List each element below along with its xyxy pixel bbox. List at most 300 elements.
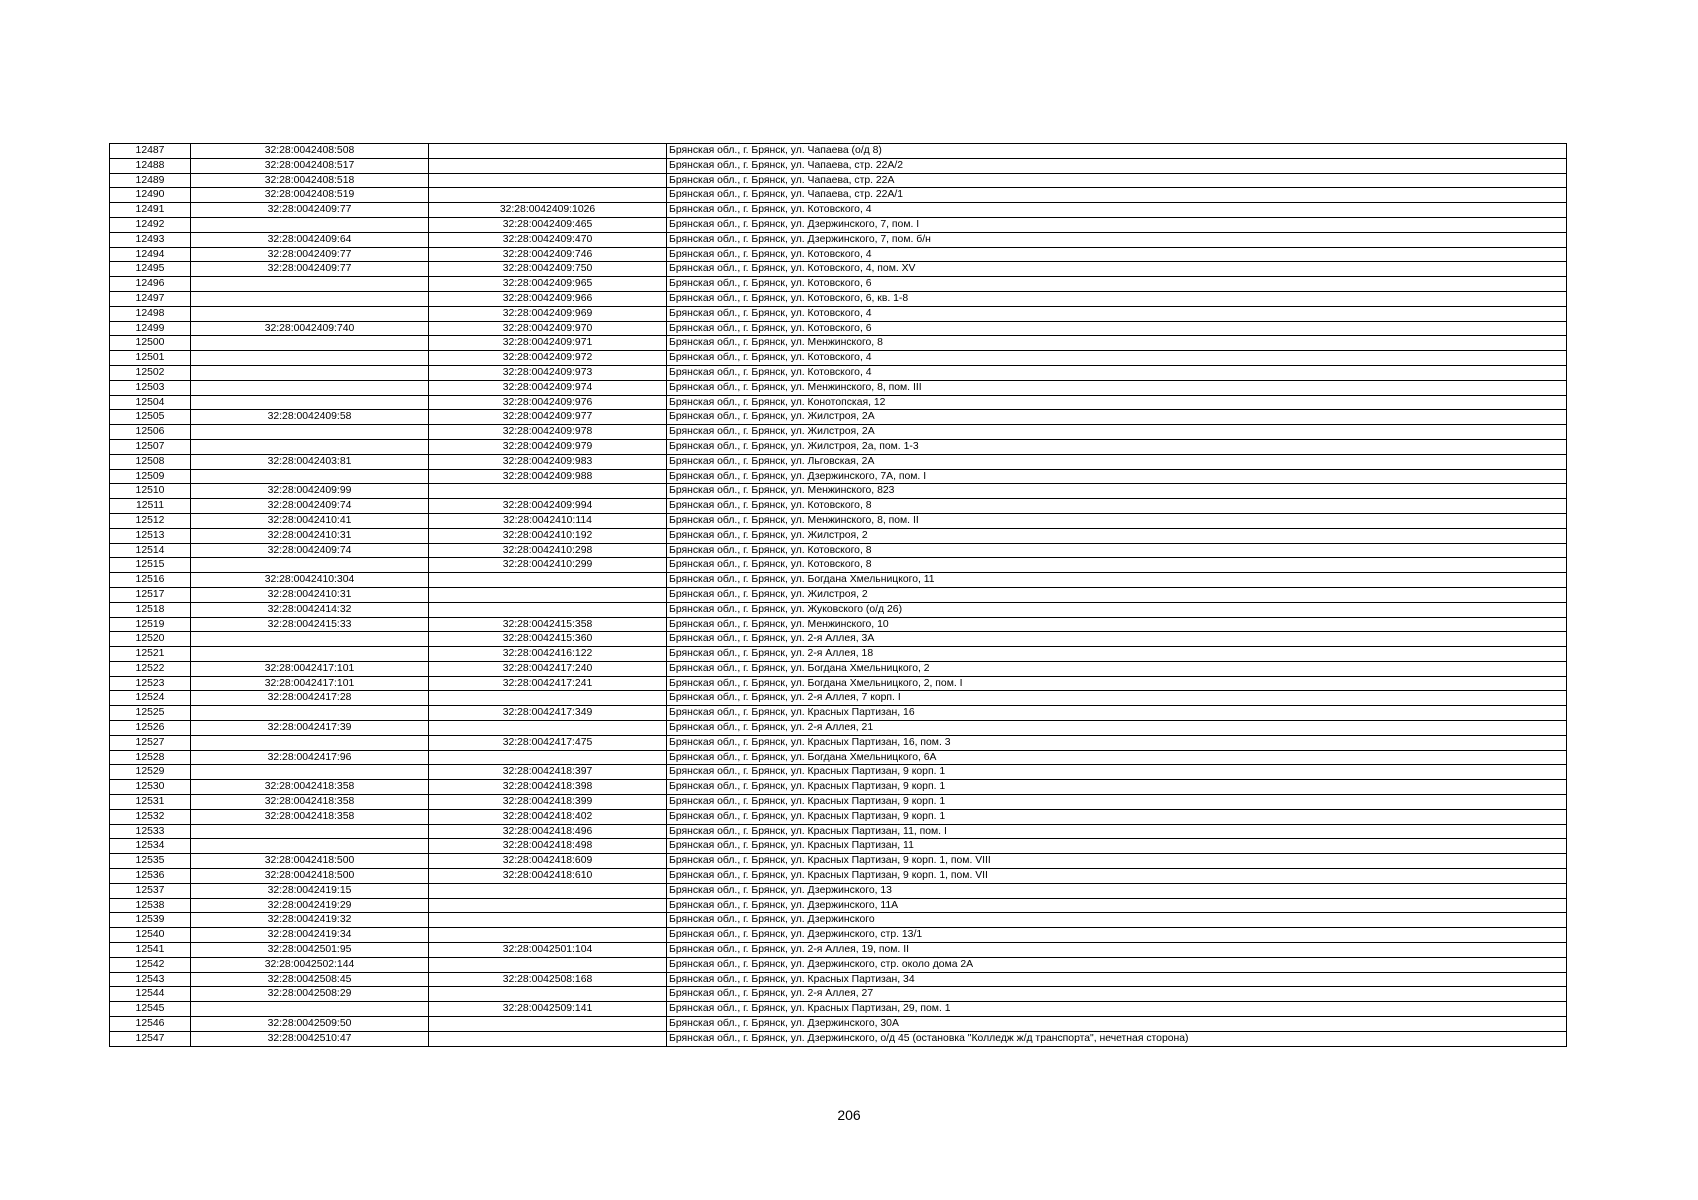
- row-number-cell: 12546: [110, 1017, 191, 1032]
- address-cell: Брянская обл., г. Брянск, ул. Менжинского, 10: [667, 617, 1567, 632]
- row-number-cell: 12534: [110, 839, 191, 854]
- object-cadastral-number-cell: 32:28:0042409:970: [429, 321, 667, 336]
- table-row: [110, 706, 1567, 721]
- parcel-cadastral-number-cell: 32:28:0042510:47: [191, 1031, 429, 1046]
- object-cadastral-number-cell: 32:28:0042418:398: [429, 780, 667, 795]
- object-cadastral-number-cell: 32:28:0042417:475: [429, 735, 667, 750]
- object-cadastral-number-cell: 32:28:0042409:988: [429, 469, 667, 484]
- parcel-cadastral-number-cell: 32:28:0042408:517: [191, 158, 429, 173]
- row-number-cell: 12489: [110, 173, 191, 188]
- object-cadastral-number-cell: 32:28:0042409:973: [429, 365, 667, 380]
- row-number-cell: 12521: [110, 647, 191, 662]
- table-row: [110, 321, 1567, 336]
- table-row: [110, 395, 1567, 410]
- object-cadastral-number-cell: [429, 691, 667, 706]
- table-row: [110, 928, 1567, 943]
- address-cell: Брянская обл., г. Брянск, ул. Менжинского, 823: [667, 484, 1567, 499]
- table-row: [110, 217, 1567, 232]
- address-cell: Брянская обл., г. Брянск, ул. Красных Партизан, 9 корп. 1: [667, 765, 1567, 780]
- table-row: [110, 898, 1567, 913]
- address-cell: Брянская обл., г. Брянск, ул. Чапаева, стр. 22А: [667, 173, 1567, 188]
- page-number: 206: [837, 1107, 861, 1123]
- row-number-cell: 12512: [110, 513, 191, 528]
- object-cadastral-number-cell: 32:28:0042409:1026: [429, 203, 667, 218]
- row-number-cell: 12516: [110, 573, 191, 588]
- object-cadastral-number-cell: [429, 957, 667, 972]
- address-cell: Брянская обл., г. Брянск, ул. Котовского, 6, кв. 1-8: [667, 291, 1567, 306]
- parcel-cadastral-number-cell: [191, 839, 429, 854]
- row-number-cell: 12539: [110, 913, 191, 928]
- parcel-cadastral-number-cell: [191, 277, 429, 292]
- parcel-cadastral-number-cell: 32:28:0042417:101: [191, 661, 429, 676]
- parcel-cadastral-number-cell: 32:28:0042410:31: [191, 528, 429, 543]
- parcel-cadastral-number-cell: [191, 765, 429, 780]
- table-row: [110, 839, 1567, 854]
- object-cadastral-number-cell: [429, 587, 667, 602]
- table-row: [110, 869, 1567, 884]
- parcel-cadastral-number-cell: 32:28:0042409:740: [191, 321, 429, 336]
- object-cadastral-number-cell: [429, 750, 667, 765]
- row-number-cell: 12536: [110, 869, 191, 884]
- parcel-cadastral-number-cell: 32:28:0042418:358: [191, 780, 429, 795]
- table-row: [110, 425, 1567, 440]
- address-cell: Брянская обл., г. Брянск, ул. Котовского, 4: [667, 365, 1567, 380]
- address-cell: Брянская обл., г. Брянск, ул. Менжинского, 8, пом. III: [667, 380, 1567, 395]
- row-number-cell: 12530: [110, 780, 191, 795]
- parcel-cadastral-number-cell: 32:28:0042409:77: [191, 247, 429, 262]
- table-row: [110, 262, 1567, 277]
- address-cell: Брянская обл., г. Брянск, ул. Дзержинского, 7, пом. I: [667, 217, 1567, 232]
- row-number-cell: 12502: [110, 365, 191, 380]
- parcel-cadastral-number-cell: 32:28:0042409:74: [191, 543, 429, 558]
- address-cell: Брянская обл., г. Брянск, ул. Дзержинского, 11А: [667, 898, 1567, 913]
- address-cell: Брянская обл., г. Брянск, ул. Чапаева (о/д 8): [667, 144, 1567, 159]
- row-number-cell: 12518: [110, 602, 191, 617]
- object-cadastral-number-cell: 32:28:0042409:965: [429, 277, 667, 292]
- object-cadastral-number-cell: [429, 1017, 667, 1032]
- address-cell: Брянская обл., г. Брянск, ул. Чапаева, стр. 22А/2: [667, 158, 1567, 173]
- parcel-cadastral-number-cell: 32:28:0042419:32: [191, 913, 429, 928]
- row-number-cell: 12505: [110, 410, 191, 425]
- address-cell: Брянская обл., г. Брянск, ул. Красных Партизан, 16: [667, 706, 1567, 721]
- object-cadastral-number-cell: [429, 898, 667, 913]
- object-cadastral-number-cell: [429, 158, 667, 173]
- address-cell: Брянская обл., г. Брянск, ул. Богдана Хмельницкого, 11: [667, 573, 1567, 588]
- row-number-cell: 12535: [110, 854, 191, 869]
- row-number-cell: 12538: [110, 898, 191, 913]
- object-cadastral-number-cell: 32:28:0042418:609: [429, 854, 667, 869]
- address-cell: Брянская обл., г. Брянск, ул. Богдана Хмельницкого, 2, пом. I: [667, 676, 1567, 691]
- table-row: [110, 795, 1567, 810]
- table-row: [110, 587, 1567, 602]
- table-row: [110, 291, 1567, 306]
- address-cell: Брянская обл., г. Брянск, ул. Красных Партизан, 9 корп. 1: [667, 780, 1567, 795]
- parcel-cadastral-number-cell: 32:28:0042508:29: [191, 987, 429, 1002]
- row-number-cell: 12520: [110, 632, 191, 647]
- parcel-cadastral-number-cell: [191, 351, 429, 366]
- table-row: [110, 617, 1567, 632]
- table-row: [110, 499, 1567, 514]
- parcel-cadastral-number-cell: 32:28:0042408:518: [191, 173, 429, 188]
- parcel-cadastral-number-cell: 32:28:0042419:15: [191, 883, 429, 898]
- table-row: [110, 809, 1567, 824]
- object-cadastral-number-cell: 32:28:0042409:974: [429, 380, 667, 395]
- object-cadastral-number-cell: [429, 144, 667, 159]
- address-cell: Брянская обл., г. Брянск, ул. Дзержинского, о/д 45 (остановка "Колледж ж/д транспорта", нечетная сторона): [667, 1031, 1567, 1046]
- row-number-cell: 12514: [110, 543, 191, 558]
- parcel-cadastral-number-cell: [191, 306, 429, 321]
- table-row: [110, 1002, 1567, 1017]
- object-cadastral-number-cell: 32:28:0042409:972: [429, 351, 667, 366]
- row-number-cell: 12524: [110, 691, 191, 706]
- address-cell: Брянская обл., г. Брянск, ул. Жилстроя, 2а, пом. 1-3: [667, 439, 1567, 454]
- object-cadastral-number-cell: 32:28:0042418:496: [429, 824, 667, 839]
- row-number-cell: 12488: [110, 158, 191, 173]
- address-cell: Брянская обл., г. Брянск, ул. Котовского, 8: [667, 499, 1567, 514]
- address-cell: Брянская обл., г. Брянск, ул. Дзержинского, стр. около дома 2А: [667, 957, 1567, 972]
- table-row: [110, 351, 1567, 366]
- object-cadastral-number-cell: 32:28:0042416:122: [429, 647, 667, 662]
- address-cell: Брянская обл., г. Брянск, ул. Жилстроя, 2: [667, 587, 1567, 602]
- object-cadastral-number-cell: 32:28:0042409:979: [429, 439, 667, 454]
- parcel-cadastral-number-cell: 32:28:0042418:358: [191, 795, 429, 810]
- address-cell: Брянская обл., г. Брянск, ул. Котовского, 4: [667, 247, 1567, 262]
- table-row: [110, 721, 1567, 736]
- address-cell: Брянская обл., г. Брянск, ул. 2-я Аллея, 7 корп. I: [667, 691, 1567, 706]
- object-cadastral-number-cell: [429, 188, 667, 203]
- object-cadastral-number-cell: 32:28:0042415:358: [429, 617, 667, 632]
- table-row: [110, 306, 1567, 321]
- object-cadastral-number-cell: [429, 573, 667, 588]
- object-cadastral-number-cell: [429, 173, 667, 188]
- address-cell: Брянская обл., г. Брянск, ул. Котовского, 6: [667, 277, 1567, 292]
- row-number-cell: 12515: [110, 558, 191, 573]
- row-number-cell: 12495: [110, 262, 191, 277]
- address-cell: Брянская обл., г. Брянск, ул. Дзержинского, 30А: [667, 1017, 1567, 1032]
- address-cell: Брянская обл., г. Брянск, ул. Жилстроя, 2: [667, 528, 1567, 543]
- address-cell: Брянская обл., г. Брянск, ул. Дзержинского, стр. 13/1: [667, 928, 1567, 943]
- table-row: [110, 380, 1567, 395]
- object-cadastral-number-cell: 32:28:0042417:349: [429, 706, 667, 721]
- object-cadastral-number-cell: 32:28:0042409:746: [429, 247, 667, 262]
- row-number-cell: 12547: [110, 1031, 191, 1046]
- parcel-cadastral-number-cell: [191, 824, 429, 839]
- address-cell: Брянская обл., г. Брянск, ул. Котовского, 4: [667, 351, 1567, 366]
- address-cell: Брянская обл., г. Брянск, ул. Котовского, 6: [667, 321, 1567, 336]
- object-cadastral-number-cell: 32:28:0042418:402: [429, 809, 667, 824]
- table-row: [110, 661, 1567, 676]
- address-cell: Брянская обл., г. Брянск, ул. Красных Партизан, 9 корп. 1, пом. VIII: [667, 854, 1567, 869]
- parcel-cadastral-number-cell: [191, 735, 429, 750]
- table-row: [110, 854, 1567, 869]
- table-row: [110, 780, 1567, 795]
- table-row: [110, 735, 1567, 750]
- object-cadastral-number-cell: 32:28:0042409:977: [429, 410, 667, 425]
- parcel-cadastral-number-cell: [191, 632, 429, 647]
- row-number-cell: 12508: [110, 454, 191, 469]
- table-row: [110, 188, 1567, 203]
- address-cell: Брянская обл., г. Брянск, ул. Красных Партизан, 29, пом. 1: [667, 1002, 1567, 1017]
- address-cell: Брянская обл., г. Брянск, ул. Дзержинского, 7, пом. б/н: [667, 232, 1567, 247]
- row-number-cell: 12525: [110, 706, 191, 721]
- row-number-cell: 12510: [110, 484, 191, 499]
- object-cadastral-number-cell: 32:28:0042410:298: [429, 543, 667, 558]
- row-number-cell: 12540: [110, 928, 191, 943]
- row-number-cell: 12503: [110, 380, 191, 395]
- address-cell: Брянская обл., г. Брянск, ул. Дзержинского, 7А, пом. I: [667, 469, 1567, 484]
- object-cadastral-number-cell: 32:28:0042409:750: [429, 262, 667, 277]
- object-cadastral-number-cell: 32:28:0042410:114: [429, 513, 667, 528]
- address-cell: Брянская обл., г. Брянск, ул. Красных Партизан, 16, пом. 3: [667, 735, 1567, 750]
- table-row: [110, 573, 1567, 588]
- object-cadastral-number-cell: 32:28:0042509:141: [429, 1002, 667, 1017]
- parcel-cadastral-number-cell: 32:28:0042417:96: [191, 750, 429, 765]
- address-cell: Брянская обл., г. Брянск, ул. Красных Партизан, 11: [667, 839, 1567, 854]
- object-cadastral-number-cell: 32:28:0042409:994: [429, 499, 667, 514]
- row-number-cell: 12509: [110, 469, 191, 484]
- table-row: [110, 1031, 1567, 1046]
- row-number-cell: 12531: [110, 795, 191, 810]
- object-cadastral-number-cell: 32:28:0042410:299: [429, 558, 667, 573]
- table-row: [110, 513, 1567, 528]
- table-row: [110, 158, 1567, 173]
- address-cell: Брянская обл., г. Брянск, ул. Дзержинского: [667, 913, 1567, 928]
- address-cell: Брянская обл., г. Брянск, ул. Менжинского, 8, пом. II: [667, 513, 1567, 528]
- parcel-cadastral-number-cell: [191, 439, 429, 454]
- address-cell: Брянская обл., г. Брянск, ул. Красных Партизан, 9 корп. 1: [667, 809, 1567, 824]
- table-row: [110, 602, 1567, 617]
- address-cell: Брянская обл., г. Брянск, ул. Котовского, 4, пом. XV: [667, 262, 1567, 277]
- address-cell: Брянская обл., г. Брянск, ул. Жуковского (о/д 26): [667, 602, 1567, 617]
- row-number-cell: 12507: [110, 439, 191, 454]
- parcel-cadastral-number-cell: [191, 647, 429, 662]
- row-number-cell: 12504: [110, 395, 191, 410]
- row-number-cell: 12490: [110, 188, 191, 203]
- table-row: [110, 750, 1567, 765]
- table-row: [110, 943, 1567, 958]
- address-cell: Брянская обл., г. Брянск, ул. Конотопская, 12: [667, 395, 1567, 410]
- table-row: [110, 647, 1567, 662]
- parcel-cadastral-number-cell: 32:28:0042410:31: [191, 587, 429, 602]
- parcel-cadastral-number-cell: 32:28:0042410:41: [191, 513, 429, 528]
- table-row: [110, 469, 1567, 484]
- parcel-cadastral-number-cell: 32:28:0042417:101: [191, 676, 429, 691]
- table-row: [110, 987, 1567, 1002]
- object-cadastral-number-cell: [429, 602, 667, 617]
- parcel-cadastral-number-cell: 32:28:0042417:39: [191, 721, 429, 736]
- row-number-cell: 12492: [110, 217, 191, 232]
- object-cadastral-number-cell: 32:28:0042410:192: [429, 528, 667, 543]
- parcel-cadastral-number-cell: 32:28:0042508:45: [191, 972, 429, 987]
- table-row: [110, 484, 1567, 499]
- row-number-cell: 12511: [110, 499, 191, 514]
- row-number-cell: 12542: [110, 957, 191, 972]
- row-number-cell: 12545: [110, 1002, 191, 1017]
- table-row: [110, 277, 1567, 292]
- address-cell: Брянская обл., г. Брянск, ул. 2-я Аллея, 3А: [667, 632, 1567, 647]
- object-cadastral-number-cell: 32:28:0042409:978: [429, 425, 667, 440]
- parcel-cadastral-number-cell: 32:28:0042410:304: [191, 573, 429, 588]
- table-row: [110, 410, 1567, 425]
- address-cell: Брянская обл., г. Брянск, ул. Дзержинского, 13: [667, 883, 1567, 898]
- parcel-cadastral-number-cell: 32:28:0042409:77: [191, 262, 429, 277]
- address-cell: Брянская обл., г. Брянск, ул. 2-я Аллея, 21: [667, 721, 1567, 736]
- row-number-cell: 12517: [110, 587, 191, 602]
- address-cell: Брянская обл., г. Брянск, ул. Жилстроя, 2А: [667, 425, 1567, 440]
- parcel-cadastral-number-cell: 32:28:0042408:508: [191, 144, 429, 159]
- parcel-cadastral-number-cell: 32:28:0042417:28: [191, 691, 429, 706]
- table-row: [110, 543, 1567, 558]
- address-cell: Брянская обл., г. Брянск, ул. Красных Партизан, 34: [667, 972, 1567, 987]
- parcel-cadastral-number-cell: 32:28:0042409:64: [191, 232, 429, 247]
- row-number-cell: 12543: [110, 972, 191, 987]
- table-row: [110, 676, 1567, 691]
- object-cadastral-number-cell: 32:28:0042409:966: [429, 291, 667, 306]
- parcel-cadastral-number-cell: 32:28:0042409:99: [191, 484, 429, 499]
- parcel-cadastral-number-cell: 32:28:0042501:95: [191, 943, 429, 958]
- parcel-cadastral-number-cell: 32:28:0042509:50: [191, 1017, 429, 1032]
- parcel-cadastral-number-cell: [191, 217, 429, 232]
- parcel-cadastral-number-cell: 32:28:0042415:33: [191, 617, 429, 632]
- parcel-cadastral-number-cell: [191, 395, 429, 410]
- row-number-cell: 12537: [110, 883, 191, 898]
- table-row: [110, 1017, 1567, 1032]
- row-number-cell: 12541: [110, 943, 191, 958]
- address-cell: Брянская обл., г. Брянск, ул. Льговская, 2А: [667, 454, 1567, 469]
- row-number-cell: 12493: [110, 232, 191, 247]
- parcel-cadastral-number-cell: [191, 706, 429, 721]
- parcel-cadastral-number-cell: 32:28:0042418:358: [191, 809, 429, 824]
- row-number-cell: 12501: [110, 351, 191, 366]
- object-cadastral-number-cell: [429, 987, 667, 1002]
- object-cadastral-number-cell: [429, 721, 667, 736]
- row-number-cell: 12522: [110, 661, 191, 676]
- table-row: [110, 439, 1567, 454]
- table-row: [110, 883, 1567, 898]
- address-cell: Брянская обл., г. Брянск, ул. Чапаева, стр. 22А/1: [667, 188, 1567, 203]
- object-cadastral-number-cell: [429, 484, 667, 499]
- row-number-cell: 12499: [110, 321, 191, 336]
- parcel-cadastral-number-cell: [191, 336, 429, 351]
- row-number-cell: 12496: [110, 277, 191, 292]
- parcel-cadastral-number-cell: 32:28:0042409:58: [191, 410, 429, 425]
- parcel-cadastral-number-cell: [191, 1002, 429, 1017]
- table-row: [110, 173, 1567, 188]
- row-number-cell: 12523: [110, 676, 191, 691]
- parcel-cadastral-number-cell: [191, 469, 429, 484]
- parcel-cadastral-number-cell: [191, 291, 429, 306]
- address-cell: Брянская обл., г. Брянск, ул. Котовского, 8: [667, 543, 1567, 558]
- address-cell: Брянская обл., г. Брянск, ул. Котовского, 8: [667, 558, 1567, 573]
- table-row: [110, 528, 1567, 543]
- address-cell: Брянская обл., г. Брянск, ул. Красных Партизан, 9 корп. 1: [667, 795, 1567, 810]
- parcel-cadastral-number-cell: 32:28:0042418:500: [191, 869, 429, 884]
- row-number-cell: 12529: [110, 765, 191, 780]
- address-cell: Брянская обл., г. Брянск, ул. Котовского, 4: [667, 306, 1567, 321]
- registry-table: [109, 143, 1567, 1047]
- object-cadastral-number-cell: 32:28:0042418:399: [429, 795, 667, 810]
- row-number-cell: 12506: [110, 425, 191, 440]
- table-row: [110, 336, 1567, 351]
- object-cadastral-number-cell: [429, 928, 667, 943]
- object-cadastral-number-cell: 32:28:0042409:465: [429, 217, 667, 232]
- object-cadastral-number-cell: 32:28:0042417:241: [429, 676, 667, 691]
- table-row: [110, 824, 1567, 839]
- row-number-cell: 12528: [110, 750, 191, 765]
- parcel-cadastral-number-cell: 32:28:0042409:77: [191, 203, 429, 218]
- row-number-cell: 12500: [110, 336, 191, 351]
- row-number-cell: 12498: [110, 306, 191, 321]
- parcel-cadastral-number-cell: 32:28:0042419:29: [191, 898, 429, 913]
- object-cadastral-number-cell: 32:28:0042418:397: [429, 765, 667, 780]
- row-number-cell: 12497: [110, 291, 191, 306]
- object-cadastral-number-cell: 32:28:0042418:610: [429, 869, 667, 884]
- table-row: [110, 203, 1567, 218]
- parcel-cadastral-number-cell: [191, 425, 429, 440]
- object-cadastral-number-cell: 32:28:0042415:360: [429, 632, 667, 647]
- row-number-cell: 12527: [110, 735, 191, 750]
- address-cell: Брянская обл., г. Брянск, ул. 2-я Аллея, 19, пом. II: [667, 943, 1567, 958]
- row-number-cell: 12526: [110, 721, 191, 736]
- table-row: [110, 957, 1567, 972]
- address-cell: Брянская обл., г. Брянск, ул. 2-я Аллея, 18: [667, 647, 1567, 662]
- table-row: [110, 913, 1567, 928]
- table-row: [110, 454, 1567, 469]
- address-cell: Брянская обл., г. Брянск, ул. 2-я Аллея, 27: [667, 987, 1567, 1002]
- row-number-cell: 12519: [110, 617, 191, 632]
- address-cell: Брянская обл., г. Брянск, ул. Менжинского, 8: [667, 336, 1567, 351]
- row-number-cell: 12494: [110, 247, 191, 262]
- row-number-cell: 12532: [110, 809, 191, 824]
- object-cadastral-number-cell: 32:28:0042418:498: [429, 839, 667, 854]
- parcel-cadastral-number-cell: 32:28:0042418:500: [191, 854, 429, 869]
- object-cadastral-number-cell: [429, 1031, 667, 1046]
- row-number-cell: 12513: [110, 528, 191, 543]
- object-cadastral-number-cell: 32:28:0042508:168: [429, 972, 667, 987]
- object-cadastral-number-cell: 32:28:0042409:969: [429, 306, 667, 321]
- address-cell: Брянская обл., г. Брянск, ул. Богдана Хмельницкого, 6А: [667, 750, 1567, 765]
- table-row: [110, 558, 1567, 573]
- object-cadastral-number-cell: [429, 883, 667, 898]
- parcel-cadastral-number-cell: [191, 558, 429, 573]
- object-cadastral-number-cell: 32:28:0042417:240: [429, 661, 667, 676]
- object-cadastral-number-cell: 32:28:0042501:104: [429, 943, 667, 958]
- parcel-cadastral-number-cell: 32:28:0042403:81: [191, 454, 429, 469]
- parcel-cadastral-number-cell: 32:28:0042419:34: [191, 928, 429, 943]
- object-cadastral-number-cell: 32:28:0042409:983: [429, 454, 667, 469]
- object-cadastral-number-cell: [429, 913, 667, 928]
- address-cell: Брянская обл., г. Брянск, ул. Красных Партизан, 11, пом. I: [667, 824, 1567, 839]
- parcel-cadastral-number-cell: 32:28:0042414:32: [191, 602, 429, 617]
- table-row: [110, 232, 1567, 247]
- address-cell: Брянская обл., г. Брянск, ул. Богдана Хмельницкого, 2: [667, 661, 1567, 676]
- table-row: [110, 765, 1567, 780]
- table-row: [110, 691, 1567, 706]
- row-number-cell: 12487: [110, 144, 191, 159]
- table-row: [110, 247, 1567, 262]
- address-cell: Брянская обл., г. Брянск, ул. Красных Партизан, 9 корп. 1, пом. VII: [667, 869, 1567, 884]
- table-row: [110, 632, 1567, 647]
- object-cadastral-number-cell: 32:28:0042409:976: [429, 395, 667, 410]
- row-number-cell: 12533: [110, 824, 191, 839]
- parcel-cadastral-number-cell: [191, 365, 429, 380]
- table-row: [110, 144, 1567, 159]
- object-cadastral-number-cell: 32:28:0042409:470: [429, 232, 667, 247]
- object-cadastral-number-cell: 32:28:0042409:971: [429, 336, 667, 351]
- parcel-cadastral-number-cell: 32:28:0042408:519: [191, 188, 429, 203]
- address-cell: Брянская обл., г. Брянск, ул. Котовского, 4: [667, 203, 1567, 218]
- parcel-cadastral-number-cell: 32:28:0042409:74: [191, 499, 429, 514]
